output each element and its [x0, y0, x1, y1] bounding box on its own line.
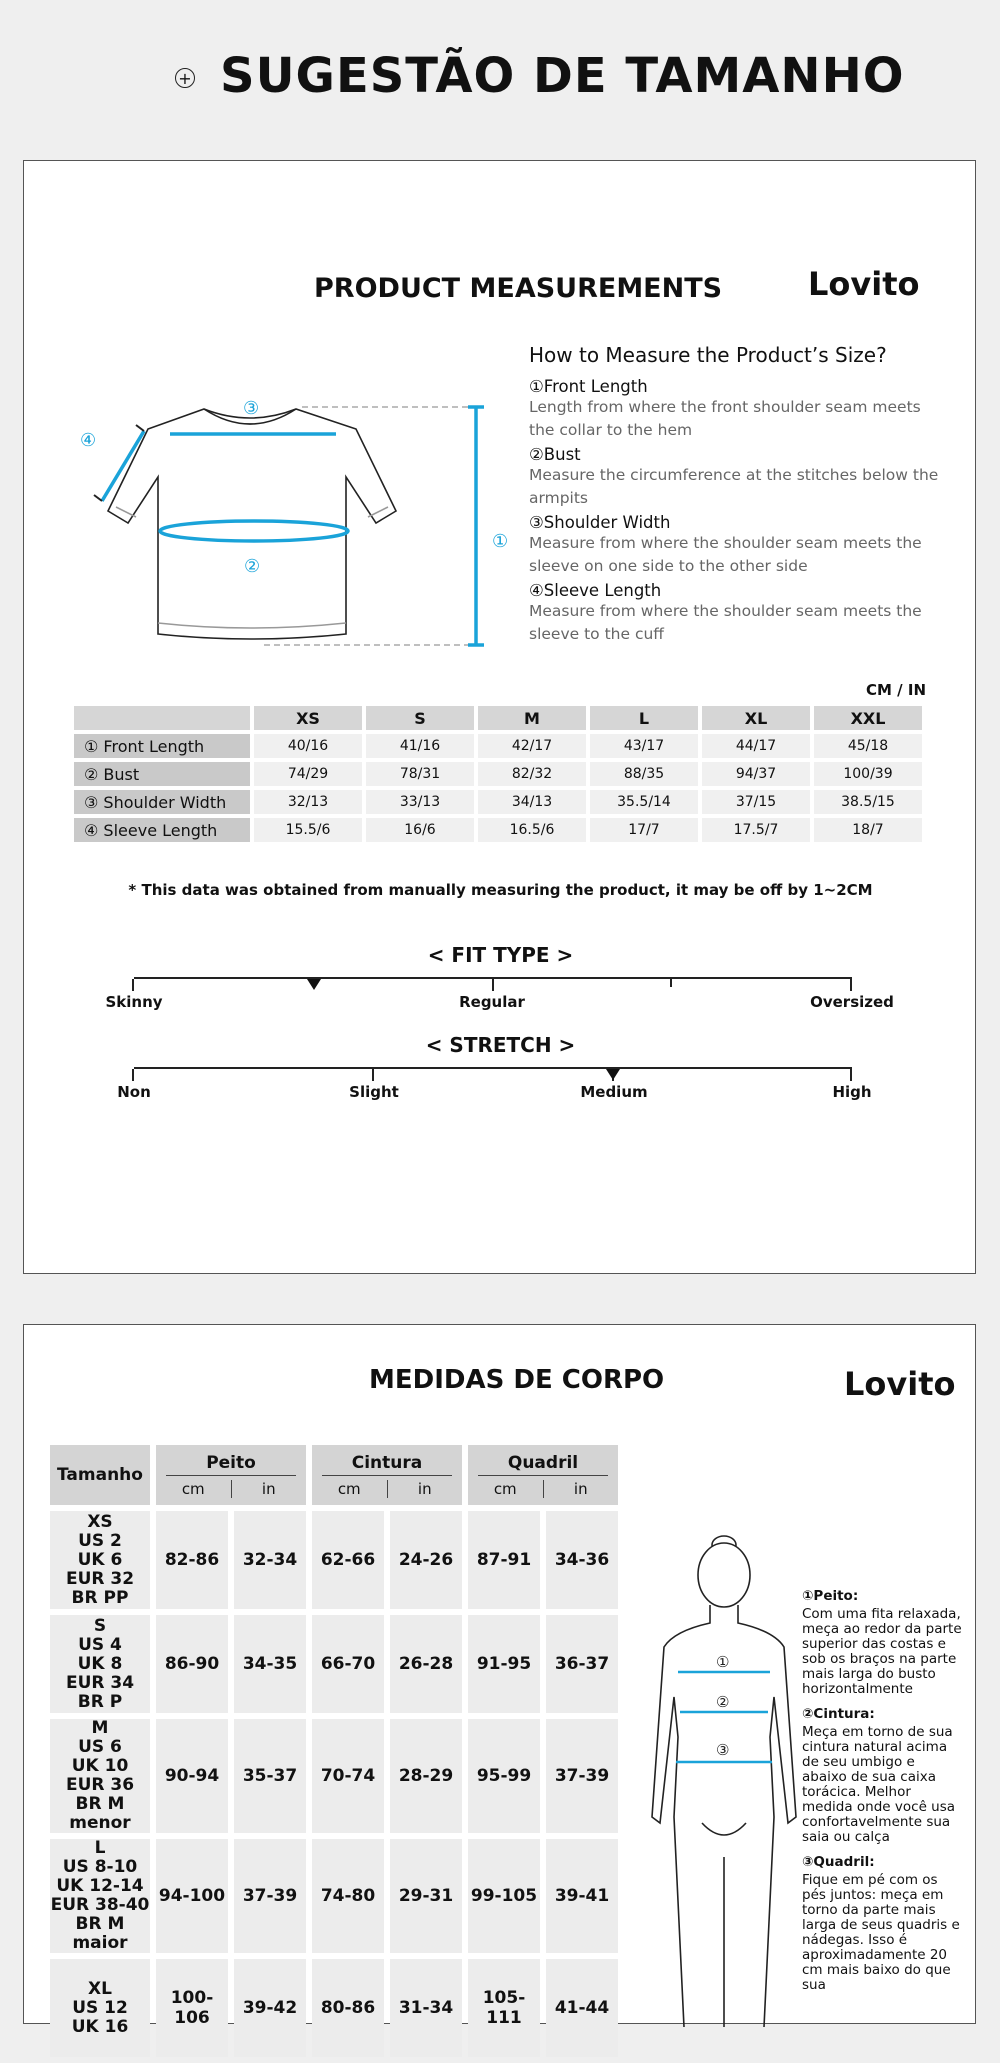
table-cell: 91-95: [468, 1615, 540, 1713]
group-title: Cintura: [322, 1453, 452, 1476]
fit-label: Regular: [459, 993, 525, 1011]
table-row: [74, 790, 922, 814]
table-cell: 18/7: [814, 818, 922, 842]
size-line: BR M menor: [69, 1794, 131, 1833]
table-cell: 44/17: [702, 734, 810, 758]
size-line: XS: [87, 1511, 113, 1532]
size-line: US 8-10: [62, 1857, 138, 1877]
table-row: [50, 1719, 618, 1833]
unit-cm: cm: [156, 1480, 232, 1498]
stretch-scale: [134, 1067, 852, 1069]
size-line: EUR 34: [65, 1672, 135, 1693]
size-header: XXL: [814, 706, 922, 730]
note-text: Com uma fita relaxada, meça ao redor da parte superior das costas e sob os braços na parte mais larga do busto horizontalmente: [802, 1606, 962, 1697]
size-line: S: [93, 1615, 107, 1636]
fit-type-scale: [134, 977, 852, 979]
table-cell: 41-44: [546, 1959, 618, 2057]
table-cell: 82-86: [156, 1511, 228, 1609]
table-cell: 32-34: [234, 1511, 306, 1609]
table-row: [74, 734, 922, 758]
table-cell: 15.5/6: [254, 818, 362, 842]
size-line: M: [91, 1718, 109, 1738]
stretch-marker: [606, 1069, 620, 1080]
table-cell: 17/7: [590, 818, 698, 842]
size-line: BR PP: [71, 1587, 129, 1608]
guide-item-desc: Length from where the front shoulder seam meets the collar to the hem: [529, 398, 921, 439]
size-line: EUR 32: [65, 1568, 135, 1589]
mark-bust: ②: [244, 556, 261, 577]
page-title: SUGESTÃO DE TAMANHO: [220, 48, 905, 104]
group-header: [312, 1445, 462, 1505]
table-cell: 35.5/14: [590, 790, 698, 814]
body-measurements-panel: [23, 1324, 976, 2037]
table-cell: 66-70: [312, 1615, 384, 1713]
table-row: [50, 1511, 618, 1609]
guide-item-desc: Measure the circumference at the stitches below the armpits: [529, 466, 939, 507]
size-header: M: [478, 706, 586, 730]
table-cell: 34/13: [478, 790, 586, 814]
size-header: XS: [254, 706, 362, 730]
scale-tick: [850, 1069, 852, 1081]
table-cell: 82/32: [478, 762, 586, 786]
table-cell: 95-99: [468, 1719, 540, 1833]
table-cell: 33/13: [366, 790, 474, 814]
note-text: Meça em torno de sua cintura natural acima de seu umbigo e abaixo de sua caixa torácica. Melhor medida onde você usa confortavelmente sua saia ou calça: [802, 1724, 956, 1845]
size-cell: [50, 1615, 150, 1713]
size-line: BR M maior: [72, 1914, 128, 1953]
table-cell: 26-28: [390, 1615, 462, 1713]
table-cell: 74-80: [312, 1839, 384, 1953]
brand-logo: Lovito: [808, 265, 920, 303]
table-cell: 86-90: [156, 1615, 228, 1713]
table-cell: 16.5/6: [478, 818, 586, 842]
table-cell: 31-34: [390, 1959, 462, 2057]
fit-label: Skinny: [105, 993, 163, 1011]
size-cell: [50, 1719, 150, 1833]
figure-mark-waist: ②: [716, 1693, 730, 1711]
stretch-label: Non: [117, 1083, 151, 1101]
table-cell: 38.5/15: [814, 790, 922, 814]
table-cell: 37-39: [234, 1839, 306, 1953]
table-cell: 32/13: [254, 790, 362, 814]
table-cell: 16/6: [366, 818, 474, 842]
table-cell: 34-36: [546, 1511, 618, 1609]
size-header: L: [590, 706, 698, 730]
table-cell: 70-74: [312, 1719, 384, 1833]
guide-item-desc: Measure from where the shoulder seam meets the sleeve on one side to the other side: [529, 534, 922, 575]
size-line: UK 6: [77, 1549, 123, 1570]
tshirt-diagram: [74, 389, 534, 669]
body-measure-notes: [802, 1579, 962, 1993]
table-cell: 80-86: [312, 1959, 384, 2057]
mark-front-length: ①: [492, 531, 509, 552]
guide-item-name: ①Front Length: [529, 377, 648, 396]
size-line: EUR 38-40: [50, 1895, 150, 1915]
unit-cm: cm: [312, 1480, 388, 1498]
table-cell: 78/31: [366, 762, 474, 786]
measurement-note: * This data was obtained from manually measuring the product, it may be off by 1~2CM: [128, 881, 873, 899]
scale-tick: [850, 979, 852, 991]
size-line: L: [94, 1838, 106, 1858]
figure-mark-hip: ③: [716, 1741, 730, 1759]
size-line: UK 10: [71, 1756, 129, 1776]
table-header-row: [74, 706, 922, 730]
size-header: XL: [702, 706, 810, 730]
row-label: ④ Sleeve Length: [74, 818, 250, 842]
table-row: [50, 1839, 618, 1953]
stretch-label: Medium: [580, 1083, 648, 1101]
size-line: US 4: [78, 1634, 122, 1655]
table-cell: 88/35: [590, 762, 698, 786]
table-cell: 42/17: [478, 734, 586, 758]
measure-guide-title: How to Measure the Product’s Size?: [529, 343, 887, 367]
scale-tick: [492, 979, 494, 991]
product-measurement-table: [70, 702, 926, 846]
table-cell: 37/15: [702, 790, 810, 814]
unit-cm: cm: [468, 1480, 544, 1498]
fit-label: Oversized: [810, 993, 894, 1011]
table-cell: 94/37: [702, 762, 810, 786]
scale-tick: [132, 1069, 134, 1081]
size-line: XL: [88, 1978, 112, 1999]
size-line: UK 12-14: [56, 1876, 144, 1896]
mark-shoulder: ③: [243, 398, 260, 419]
size-line: US 6: [78, 1737, 122, 1757]
guide-item-name: ②Bust: [529, 445, 581, 464]
group-title: Peito: [166, 1453, 296, 1476]
unit-in: in: [573, 1479, 588, 1498]
table-cell: 34-35: [234, 1615, 306, 1713]
unit-in: in: [417, 1479, 432, 1498]
table-cell: 40/16: [254, 734, 362, 758]
table-cell: 43/17: [590, 734, 698, 758]
table-cell: 36-37: [546, 1615, 618, 1713]
table-cell: 100/39: [814, 762, 922, 786]
size-header: Tamanho: [50, 1445, 150, 1505]
stretch-title: < STRETCH >: [425, 1033, 576, 1057]
table-cell: 35-37: [234, 1719, 306, 1833]
fit-type-marker: [307, 979, 321, 990]
table-cell: 100-106: [156, 1959, 228, 2057]
size-cell: [50, 1839, 150, 1953]
table-cell: 87-91: [468, 1511, 540, 1609]
table-cell: 62-66: [312, 1511, 384, 1609]
fit-type-title: < FIT TYPE >: [427, 943, 574, 967]
table-cell: 105-111: [468, 1959, 540, 2057]
table-cell: 17.5/7: [702, 818, 810, 842]
table-cell: 90-94: [156, 1719, 228, 1833]
size-cell: [50, 1511, 150, 1609]
size-line: EUR 36: [65, 1775, 135, 1795]
guide-item-desc: Measure from where the shoulder seam meets the sleeve to the cuff: [529, 602, 922, 643]
group-title: Quadril: [478, 1453, 608, 1476]
table-cell: 39-42: [234, 1959, 306, 2057]
guide-item-name: ④Sleeve Length: [529, 581, 662, 600]
scale-tick: [132, 979, 134, 991]
scale-tick: [670, 979, 672, 987]
group-header: [156, 1445, 306, 1505]
body-measurement-table: [44, 1439, 624, 2063]
unit-label: CM / IN: [866, 681, 926, 699]
body-figure-diagram: [644, 1527, 804, 2027]
brand-logo: Lovito: [844, 1365, 956, 1403]
measure-guide: [529, 343, 949, 646]
unit-in: in: [261, 1479, 276, 1498]
stretch-label: Slight: [349, 1083, 399, 1101]
table-cell: 39-41: [546, 1839, 618, 1953]
note-title: ③Quadril:: [802, 1854, 875, 1870]
table-cell: 37-39: [546, 1719, 618, 1833]
mark-sleeve: ④: [80, 430, 97, 451]
page-header: [0, 0, 1000, 160]
table-cell: 45/18: [814, 734, 922, 758]
guide-item-name: ③Shoulder Width: [529, 513, 671, 532]
row-label: ③ Shoulder Width: [74, 790, 250, 814]
table-row: [50, 1959, 618, 2057]
size-line: US 2: [78, 1530, 122, 1551]
size-header: S: [366, 706, 474, 730]
table-cell: 41/16: [366, 734, 474, 758]
product-title: PRODUCT MEASUREMENTS: [314, 273, 723, 304]
figure-mark-bust: ①: [716, 1653, 730, 1671]
table-row: [74, 818, 922, 842]
plus-circle-icon: +: [175, 68, 195, 88]
table-cell: 94-100: [156, 1839, 228, 1953]
table-cell: 28-29: [390, 1719, 462, 1833]
size-line: US 12: [72, 1997, 128, 2018]
unit-row: [312, 1476, 462, 1498]
note-title: ①Peito:: [802, 1588, 859, 1604]
size-cell: [50, 1959, 150, 2057]
table-corner: [74, 706, 250, 730]
body-title: MEDIDAS DE CORPO: [369, 1365, 665, 1395]
row-label: ② Bust: [74, 762, 250, 786]
group-header: [468, 1445, 618, 1505]
stretch-label: High: [832, 1083, 872, 1101]
size-line: UK 16: [71, 2016, 129, 2037]
unit-row: [468, 1476, 618, 1498]
size-line: BR P: [77, 1691, 123, 1712]
table-cell: 74/29: [254, 762, 362, 786]
table-cell: 99-105: [468, 1839, 540, 1953]
scale-tick: [372, 1069, 374, 1081]
note-title: ②Cintura:: [802, 1706, 875, 1722]
table-row: [50, 1615, 618, 1713]
product-measurements-panel: [23, 160, 976, 1274]
table-row: [74, 762, 922, 786]
note-text: Fique em pé com os pés juntos: meça em torno da parte mais larga de seus quadris e nádegas. Isso é aproximadamente 20 cm mais baixo do que sua: [802, 1872, 960, 1993]
row-label: ① Front Length: [74, 734, 250, 758]
size-line: UK 8: [77, 1653, 123, 1674]
table-cell: 24-26: [390, 1511, 462, 1609]
table-cell: 29-31: [390, 1839, 462, 1953]
table-header-row: [50, 1445, 618, 1505]
unit-row: [156, 1476, 306, 1498]
